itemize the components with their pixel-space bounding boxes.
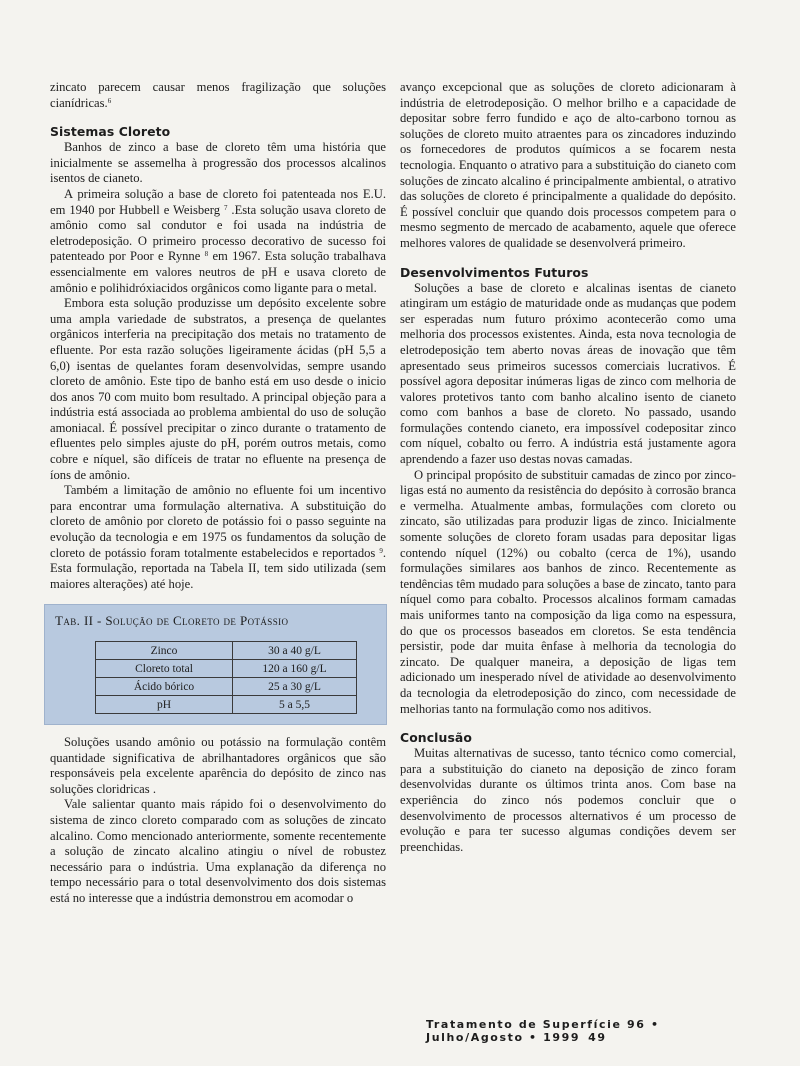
table-cell-value: 5 a 5,5 [233,696,357,714]
paragraph: A primeira solução a base de cloreto foi patenteada nos E.U. em 1940 por Hubbell e Weisberg $^7$ .Esta solução usava cloreto de amônio como sal condutor e foi usada na indústria de eletrodeposição. O primeiro processo decorativo de sucesso foi patenteado por Poor e Rynne $^8$ em 1967. Esta solução trabalhava essencialmente em valores neutros de pH e usava cloreto de amônio e polihidróxiacidos orgânicos como ligante para o metal. [50,186,387,295]
page-footer [426,1018,756,1044]
table-cell-label: Ácido bórico [96,678,233,696]
table-title: Tab. II - Solução de Cloreto de Potássio [55,613,289,629]
footnote-ref: 6 [107,96,112,105]
footnote-ref: 7 [223,203,228,212]
footnote-ref: 9 [379,546,383,555]
table-row [96,696,357,714]
table-cell-label: Zinco [96,642,233,660]
journal-reference: Tratamento de Superfície 96 • Julho/Agosto • 1999 [426,1018,660,1044]
paragraph: zincato parecem causar menos fragilização que soluções cianídricas.$^6$ [50,80,386,110]
table-cell-value: 120 a 160 g/L [233,660,357,678]
section-heading-desenvolvimentos-futuros: Desenvolvimentos Futuros [400,264,589,280]
right-column [400,80,736,855]
table-cell-label: pH [96,696,233,714]
table-cell-value: 30 a 40 g/L [233,642,357,660]
table-row [96,642,357,660]
paragraph: Muitas alternativas de sucesso, tanto técnico como comercial, para a substituição do cianeto na deposição de zinco foram desenvolvidas durante os últimos trinta anos. Com base na experiência do zinco nós podemos concluir que o desenvolvimento de processos alternativos é um processo de evolução e para ter sucesso algumas condições devem ser preenchidas. [400,746,736,854]
paragraph: Soluções a base de cloreto e alcalinas isentas de cianeto atingiram um estágio de maturidade onde as mudanças que podem ser esperadas num futuro próximo acontecerão como uma melhoria dos processos existentes. Ainda, esta nova tecnologia de eletrodeposição tem aberto novas áreas de inovação que têm apresentado seus primeiros sucessos comerciais lucrativos. É possível agora depositar inúmeras ligas de zinco com melhoria de valores protetivos tanto com banho alcalino isento de cianeto como com banhos a base de cloreto. No passado, usando formulações contendo cianeto, era impossível codepositar zinco com níquel, cobalto ou ferro. A indústria está justamente agora aprendendo a fazer uso destas novas camadas. [400,280,736,467]
paragraph: O principal propósito de substituir camadas de zinco por zinco-ligas está no aumento da resistência do depósito à corrosão branca e vermelha. Atualmente ambas, formulações com cloreto ou zincato, são utilizadas para produzir ligas de zinco. Inicialmente somente soluções de cloreto foram usadas para depositar ligas contendo níquel (12%) ou cobalto (cerca de 1%), usando formulações similares aos banhos de zinco. Recentemente as tendências têm mudado para soluções a base de zincato, tanto para níquel como para cobalto. Processos alcalinos formam camadas mais uniformes tanto na composição da liga como na espessura, do que os processos baseados em cloretos. Se esta tendência persistir, pode dar muita ênfase à melhoria da tecnologia do zincato. De qualquer maneira, a deposição de ligas tem adicionado um inesperado nível de atividade ao desenvolvimento da tecnologia da eletrodeposição do zinco, com necessidade de melhorias tanto na formulação como nos aditivos. [400,467,736,716]
paragraph: Banhos de zinco a base de cloreto têm uma história que inicialmente se assemelha à progressão dos processos alcalinos isentos de cianeto. [50,140,386,186]
section-heading-sistemas-cloreto: Sistemas Cloreto [50,124,171,140]
table-ii [44,604,387,725]
table-cell-label: Cloreto total [96,660,233,678]
paragraph: Embora esta solução produzisse um depósito excelente sobre uma ampla variedade de substratos, a presença de quelantes orgânicos interferia na precipitação dos metais no tratamento de efluente. Por esta razão soluções ligeiramente ácidas (pH 5,5 a 6,0) isentas de quelantes foram desenvolvidas, sempre usando cloreto de amônio. Este tipo de banho está em uso desde o inicio dos anos 70 com muito bom resultado. A principal objeção para a indústria está associada ao problema ambiental do uso de solução amoniacal. É possível precipitar o zinco durante o tratamento de efluentes pelo simples ajuste do pH, porém outros metais, como cobre e níquel, são difíceis de tratar no efluente na presença de íons de amônio. [50,296,386,482]
table-row [96,678,357,696]
paragraph: avanço excepcional que as soluções de cloreto adicionaram à indústria de eletrodeposição. O melhor brilho e a capacidade de depositar sobre ferro fundido e aço de alto-carbono tornou as soluções de cloreto muito atraentes para os zincadores induzindo os fornecedores de produtos químicos a se focarem nesta tecnologia. Enquanto o atrativo para a substituição do cianeto com soluções de zincato alcalino é principalmente ambiental, o atrativo das soluções de cloreto é principalmente a qualidade do depósito. É possível concluir que quando dois processos competem para o mesmo segmento de mercado de acabamento, aquele que oferece melhores valores de qualidade se desenvolverá primeiro. [400,80,736,250]
page-number: 49 [588,1031,607,1044]
section-heading-conclusao: Conclusão [400,730,472,746]
table-cell-value: 25 a 30 g/L [233,678,357,696]
composition-table [95,641,357,714]
paragraph: Soluções usando amônio ou potássio na formulação contêm quantidade significativa de abrilhantadores orgânicos que são responsáveis pela excelente aparência do depósito de zinco nas soluções cloridricas . [50,735,386,796]
paragraph: Vale salientar quanto mais rápido foi o desenvolvimento do sistema de zinco cloreto comparado com as soluções de zincato alcalino. Como mencionado anteriormente, somente recentemente a solução de zincato alcalino atingiu o nível de robustez necessário para o indústria. Uma explanação da diferença no tempo necessário para o total desenvolvimento dos dois sistemas está no interesse que a indústria demonstrou em acomodar o [50,797,386,905]
paragraph: Também a limitação de amônio no efluente foi um incentivo para encontrar uma formulação alternativa. A substituição do cloreto de amônio por cloreto de potássio foi o passo seguinte na evolução da tecnologia e em 1975 os fundamentos da solução de cloreto de potássio foram totalmente estabelecidos e reportados $^9$. Esta formulação, reportada na Tabela II, tem sido utilizada (sem maiores alterações) até hoje. [50,483,386,591]
footnote-ref: 8 [204,250,209,259]
table-row [96,660,357,678]
left-column [50,80,386,907]
